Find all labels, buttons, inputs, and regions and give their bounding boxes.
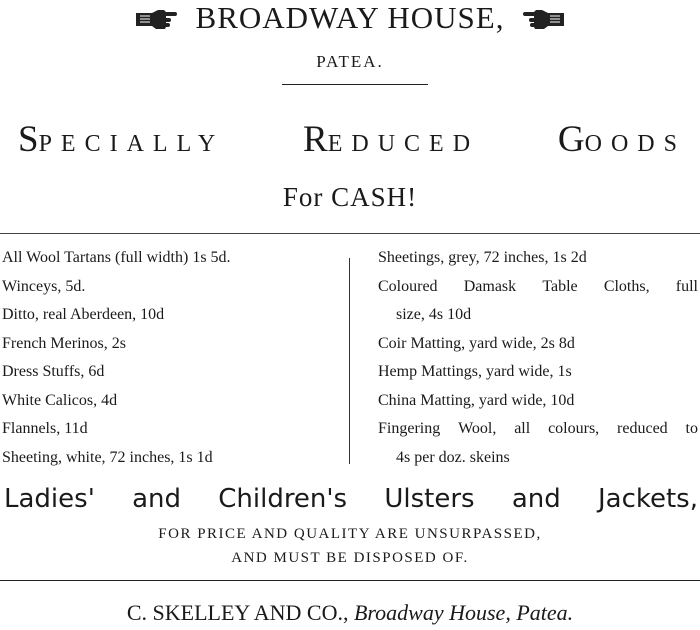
masthead xyxy=(0,0,700,36)
disposal-note: AND MUST BE DISPOSED OF. xyxy=(231,550,469,566)
list-item: Dress Stuffs, 6d xyxy=(2,363,105,380)
divider xyxy=(0,580,700,581)
headline-word: REDUCED xyxy=(303,119,480,160)
list-item: Sheeting, white, 72 inches, 1s 1d xyxy=(2,448,213,466)
town-name: PATEA. xyxy=(316,52,384,71)
list-item: Ditto, real Aberdeen, 10d xyxy=(2,306,165,323)
price-list-right xyxy=(378,244,698,472)
list-item: 4s per doz. skeins xyxy=(396,448,510,466)
headline-word: SPECIALLY xyxy=(18,119,225,160)
price-list-left xyxy=(2,244,342,472)
cash-subheading: For CASH! xyxy=(282,182,418,212)
list-item: China Matting, yard wide, 10d xyxy=(378,391,575,409)
ulsters-heading: Ladies' and Children's Ulsters and Jackets, xyxy=(4,484,698,514)
quality-note: FOR PRICE AND QUALITY ARE UNSURPASSED, xyxy=(158,526,542,542)
list-item: Flannels, 11d xyxy=(2,420,88,437)
list-item: Sheetings, grey, 72 inches, 1s 2d xyxy=(378,249,587,266)
pointing-hand-right-icon xyxy=(134,7,178,29)
list-item: size, 4s 10d xyxy=(396,306,472,323)
list-item: French Merinos, 2s xyxy=(2,334,126,352)
list-item: Fingering Wool, all colours, reduced to xyxy=(378,420,698,437)
firm-name: C. SKELLEY AND CO., xyxy=(126,600,349,625)
column-divider xyxy=(349,258,350,464)
headline-word: GOODS xyxy=(557,119,686,160)
list-item: Coir Matting, yard wide, 2s 8d xyxy=(378,334,575,352)
divider xyxy=(282,84,428,85)
list-item: White Calicos, 4d xyxy=(2,391,118,409)
shop-title: BROADWAY HOUSE, xyxy=(195,0,505,35)
firm-address: Broadway House, Patea. xyxy=(353,600,574,625)
list-item: Coloured Damask Table Cloths, full xyxy=(378,277,698,295)
list-item: All Wool Tartans (full width) 1s 5d. xyxy=(2,249,231,266)
divider xyxy=(0,233,700,234)
list-item: Winceys, 5d. xyxy=(2,277,86,295)
footer-signature xyxy=(0,600,700,626)
headline xyxy=(18,118,686,161)
pointing-hand-left-icon xyxy=(522,7,566,29)
list-item: Hemp Mattings, yard wide, 1s xyxy=(378,363,572,380)
